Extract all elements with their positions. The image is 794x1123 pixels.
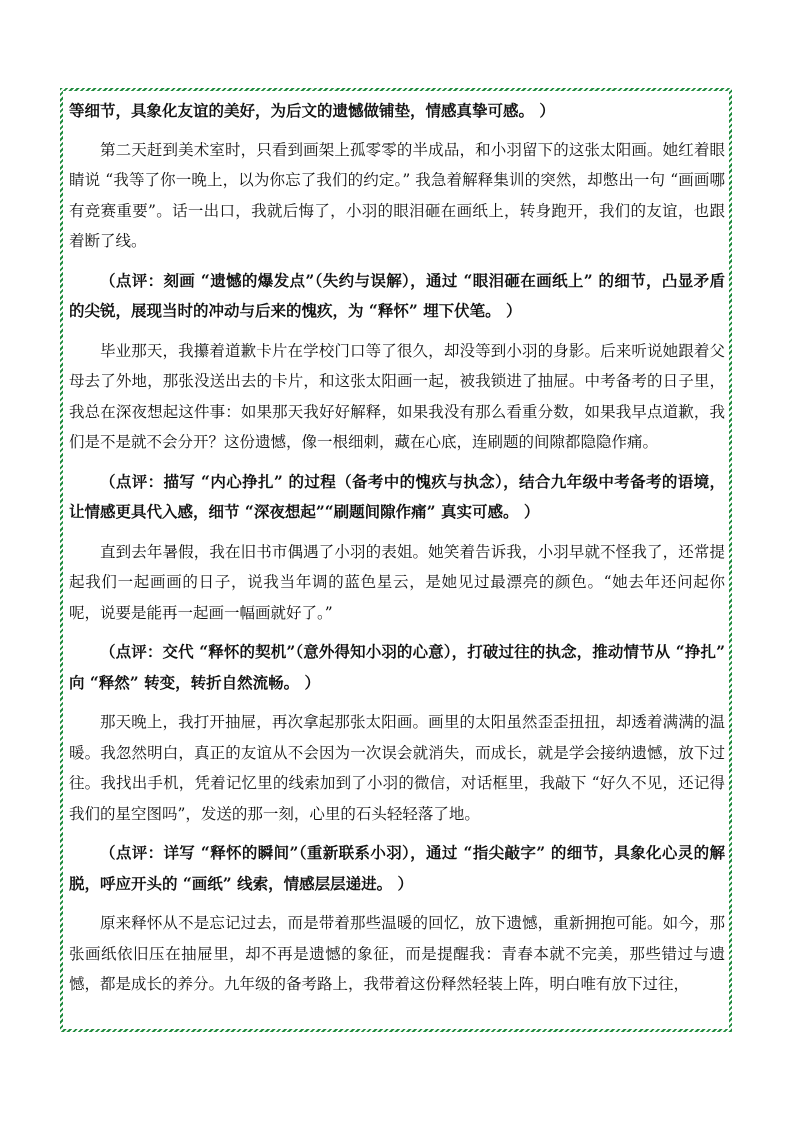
body-paragraph: 毕业那天，我攥着道歉卡片在学校门口等了很久，却没等到小羽的身影。后来听说她跟着父母去了外地，那张没送出去的卡片，和这张太阳画一起，被我锁进了抽屉。中考备考的日子里，我总在深夜想起这件事：如果那天我好好解释，如果我没有那么看重分数，如果我早点道歉，我们是不是就不会分开？这份遗憾，像一根细刺，藏在心底，连刷题的间隙都隐隐作痛。 [69,341,725,451]
body-paragraph: 原来释怀从不是忘记过去，而是带着那些温暖的回忆，放下遗憾，重新拥抱可能。如今，那张画纸依旧压在抽屉里，却不再是遗憾的象征，而是提醒我：青春本就不完美，那些错过与遗憾，都是成长的养分。九年级的备考路上，我带着这份释然轻装上阵，明白唯有放下过往， [69,914,725,993]
body-paragraph: 直到去年暑假，我在旧书市偶遇了小羽的表姐。她笑着告诉我，小羽早就不怪我了，还常提起我们一起画画的日子，说我当年调的蓝色星云，是她见过最漂亮的颜色。“她去年还问起你呢，说要是能再一起画一幅画就好了。” [69,542,725,622]
comment-paragraph: （点评：详写 “释怀的瞬间”（重新联系小羽），通过 “指尖敲字” 的细节，具象化心灵的解脱，呼应开头的 “画纸” 线索，情感层层递进。 ） [69,843,725,893]
comment-paragraph: （点评：刻画 “遗憾的爆发点”（失约与误解），通过 “眼泪砸在画纸上” 的细节，凸显矛盾的尖锐，展现当时的冲动与后来的愧疚，为 “释怀” 埋下伏笔。 ） [69,270,725,320]
body-paragraph: 第二天赶到美术室时，只看到画架上孤零零的半成品，和小羽留下的这张太阳画。她红着眼睛说 “我等了你一晚上，以为你忘了我们的约定。” 我急着解释集训的突然，却憋出一句 “画画哪有竞赛重要”。话一出口，我就后悔了，小羽的眼泪砸在画纸上，转身跑开，我们的友谊，也跟着断了线。 [69,140,725,250]
comment-paragraph: （点评：描写 “内心挣扎” 的过程（备考中的愧疚与执念），结合九年级中考备考的语境，让情感更具代入感，细节 “深夜想起”“刷题间隙作痛” 真实可感。 ） [69,471,725,521]
comment-paragraph: 等细节，具象化友谊的美好，为后文的遗憾做铺垫，情感真挚可感。 ） [69,101,555,120]
comment-paragraph: （点评：交代 “释怀的契机”（意外得知小羽的心意），打破过往的执念，推动情节从 “挣扎” 向 “释然” 转变，转折自然流畅。 ） [69,642,725,692]
body-paragraph: 那天晚上，我打开抽屉，再次拿起那张太阳画。画里的太阳虽然歪歪扭扭，却透着满满的温暖。我忽然明白，真正的友谊从不会因为一次误会就消失，而成长，就是学会接纳遗憾，放下过往。我找出手机，凭着记忆里的线索加到了小羽的微信，对话框里，我敲下 “好久不见，还记得我们的星空图吗”，发送的那一刻，心里的石头轻轻落了地。 [69,713,725,823]
article-content [63,91,729,1029]
green-hatched-border-frame [60,88,732,1032]
